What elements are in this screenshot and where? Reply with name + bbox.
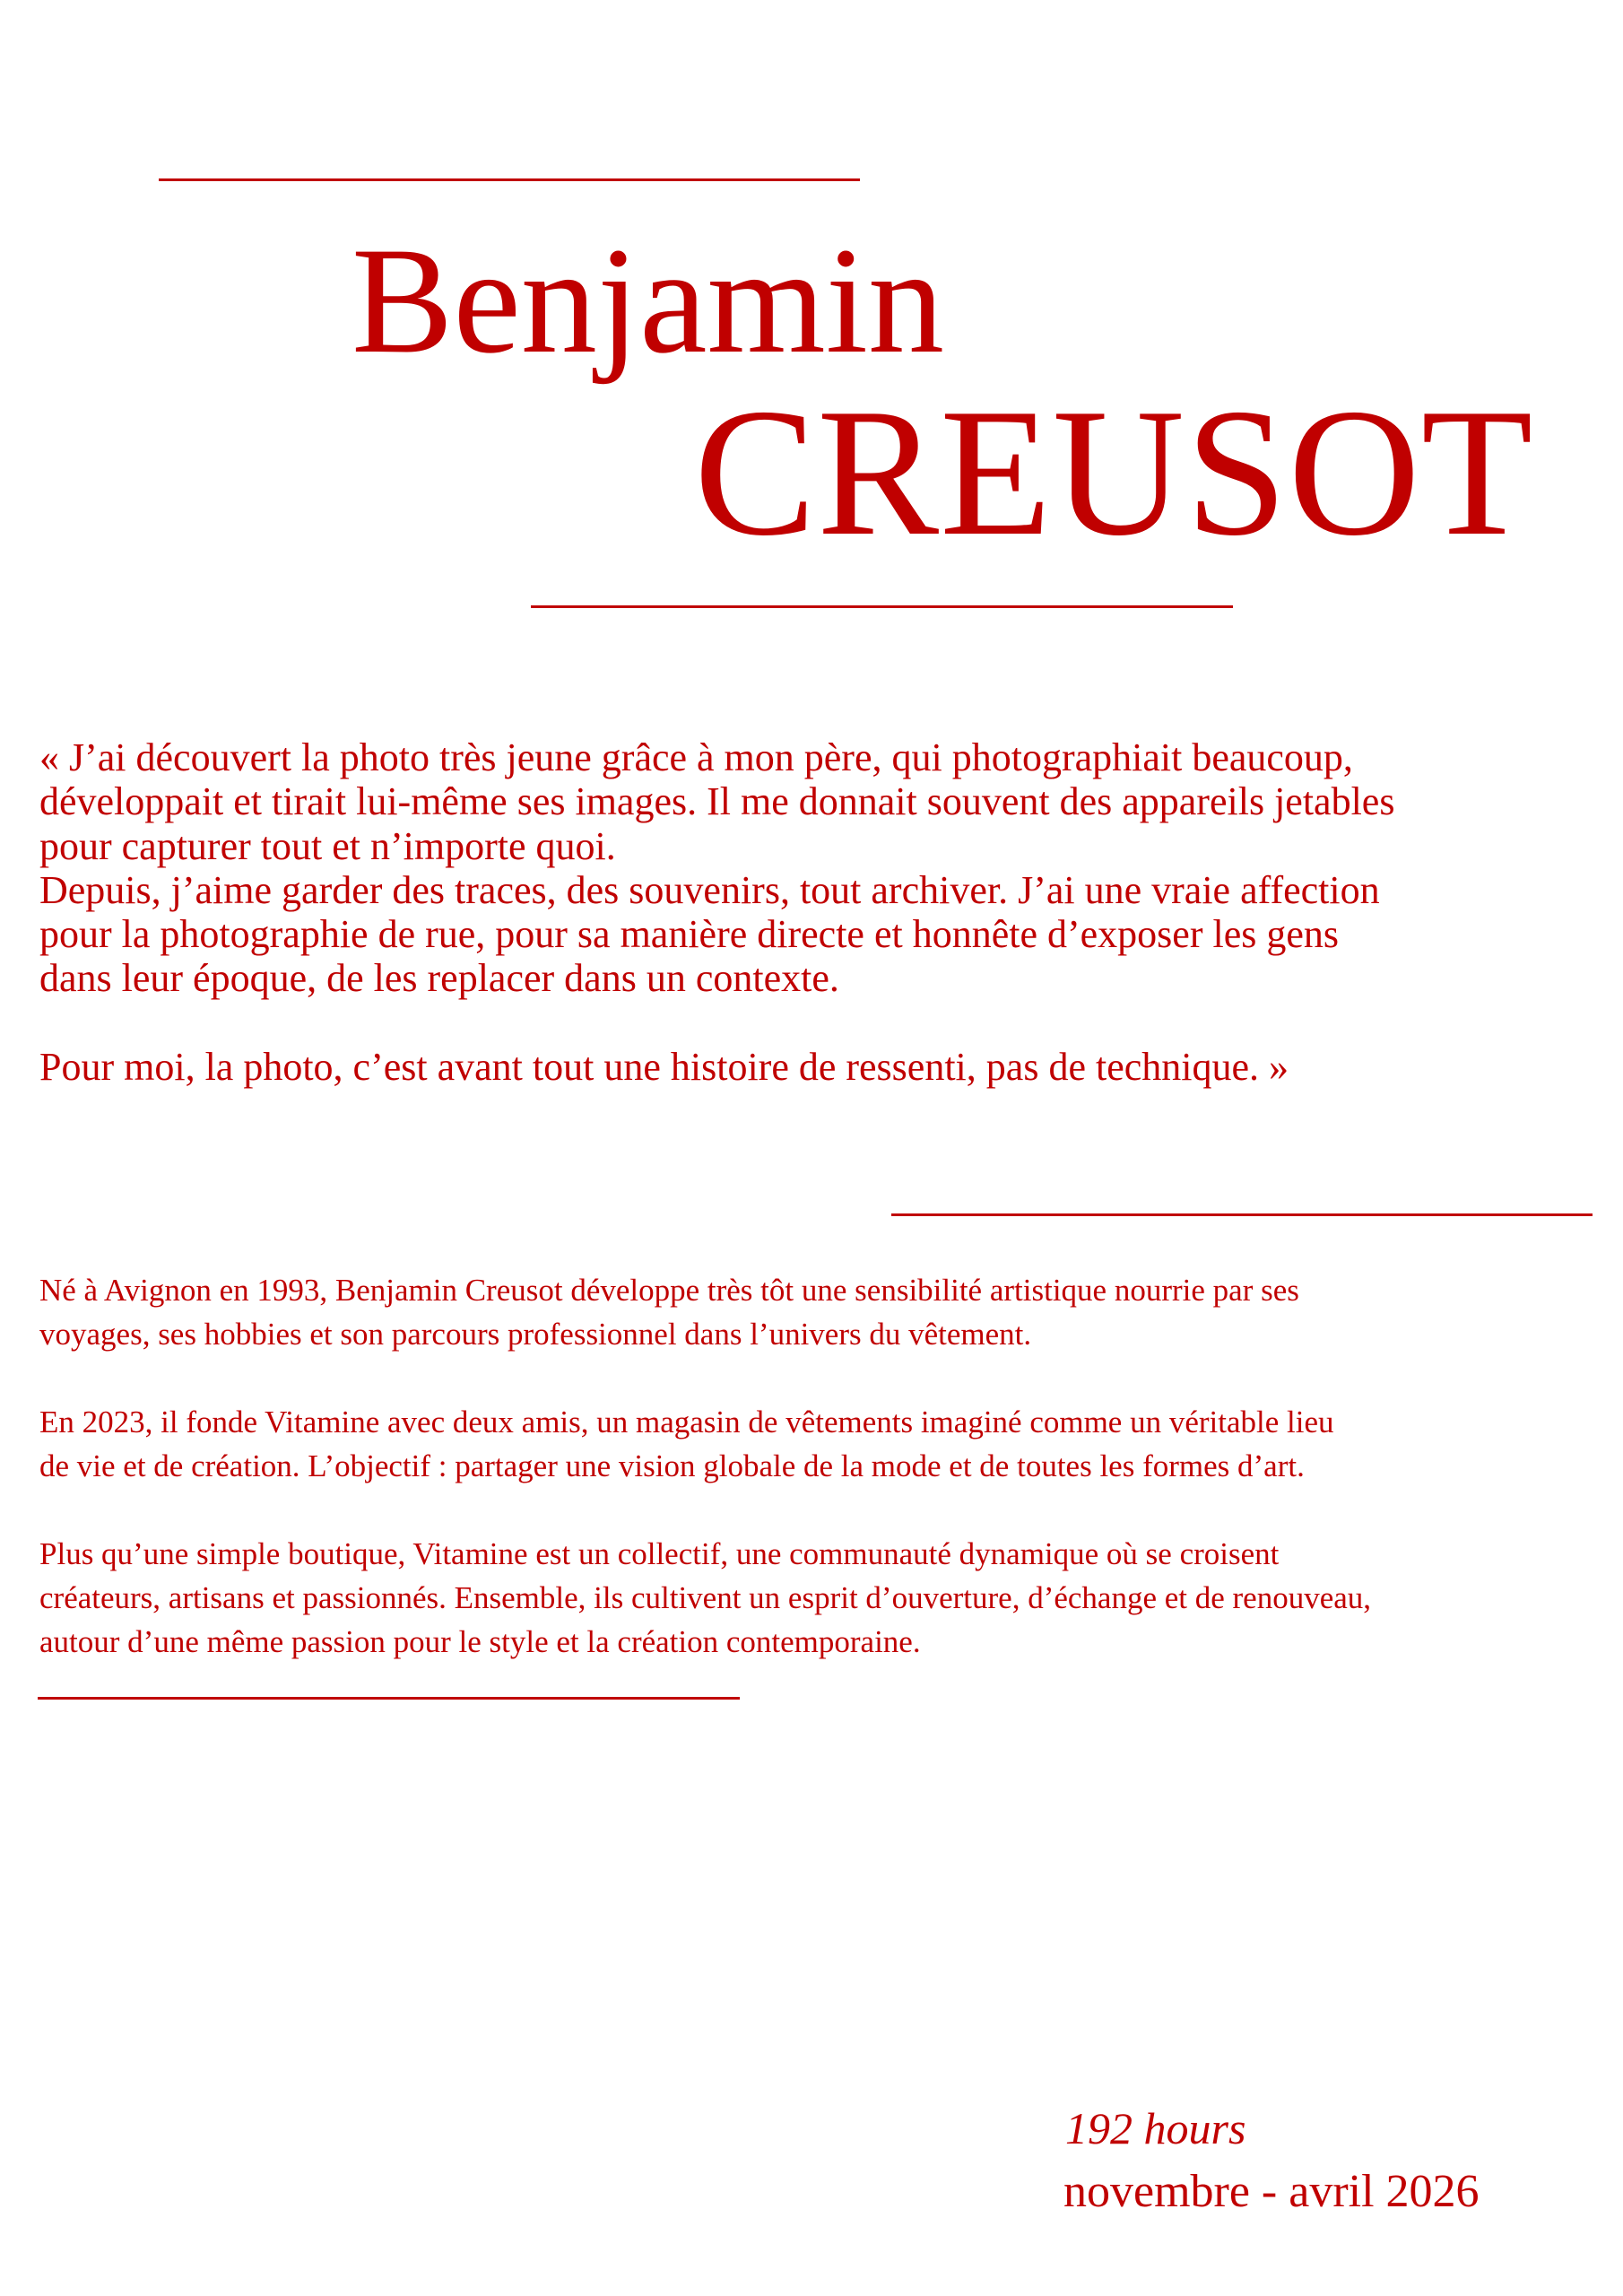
- bio-block: [39, 1268, 1371, 1664]
- bio-line: Né à Avignon en 1993, Benjamin Creusot développe très tôt une sensibilité artistique nourrie par ses: [39, 1273, 1299, 1308]
- quote-block: [39, 735, 1394, 1089]
- bio-line: créateurs, artisans et passionnés. Ensemble, ils cultivent un esprit d’ouverture, d’échange et de renouveau,: [39, 1580, 1372, 1615]
- top-rule: [159, 178, 860, 181]
- quote-closing: Pour moi, la photo, c’est avant tout une histoire de ressenti, pas de technique. »: [39, 1045, 1289, 1090]
- quote-line: développait et tirait lui-même ses images. Il me donnait souvent des appareils jetables: [39, 779, 1395, 824]
- bio-line: Plus qu’une simple boutique, Vitamine est un collectif, une communauté dynamique où se croisent: [39, 1536, 1280, 1571]
- bio-line: En 2023, il fonde Vitamine avec deux amis, un magasin de vêtements imaginé comme un véritable lieu: [39, 1405, 1334, 1439]
- bio-line: voyages, ses hobbies et son parcours professionnel dans l’univers du vêtement.: [39, 1317, 1032, 1352]
- quote-line: pour la photographie de rue, pour sa manière directe et honnête d’exposer les gens: [39, 912, 1340, 957]
- first-name-title: Benjamin: [352, 216, 944, 385]
- last-name-title: CREUSOT: [694, 371, 1534, 574]
- bio-line: de vie et de création. L’objectif : partager une vision globale de la mode et de toutes les formes d’art.: [39, 1448, 1305, 1483]
- quote-line: « J’ai découvert la photo très jeune grâce à mon père, qui photographiait beaucoup,: [39, 735, 1353, 779]
- quote-line: pour capturer tout et n’importe quoi.: [39, 823, 616, 868]
- bio-top-rule: [891, 1213, 1593, 1216]
- footer-duration: 192 hours: [1065, 2103, 1246, 2153]
- bio-bottom-rule: [38, 1697, 740, 1700]
- bio-line: autour d’une même passion pour le style et la création contemporaine.: [39, 1624, 921, 1659]
- footer-dates: novembre - avril 2026: [1063, 2166, 1480, 2217]
- quote-line: Depuis, j’aime garder des traces, des souvenirs, tout archiver. J’ai une vraie affection: [39, 867, 1380, 912]
- quote-line: dans leur époque, de les replacer dans un contexte.: [39, 956, 839, 1001]
- title-bottom-rule: [531, 605, 1233, 608]
